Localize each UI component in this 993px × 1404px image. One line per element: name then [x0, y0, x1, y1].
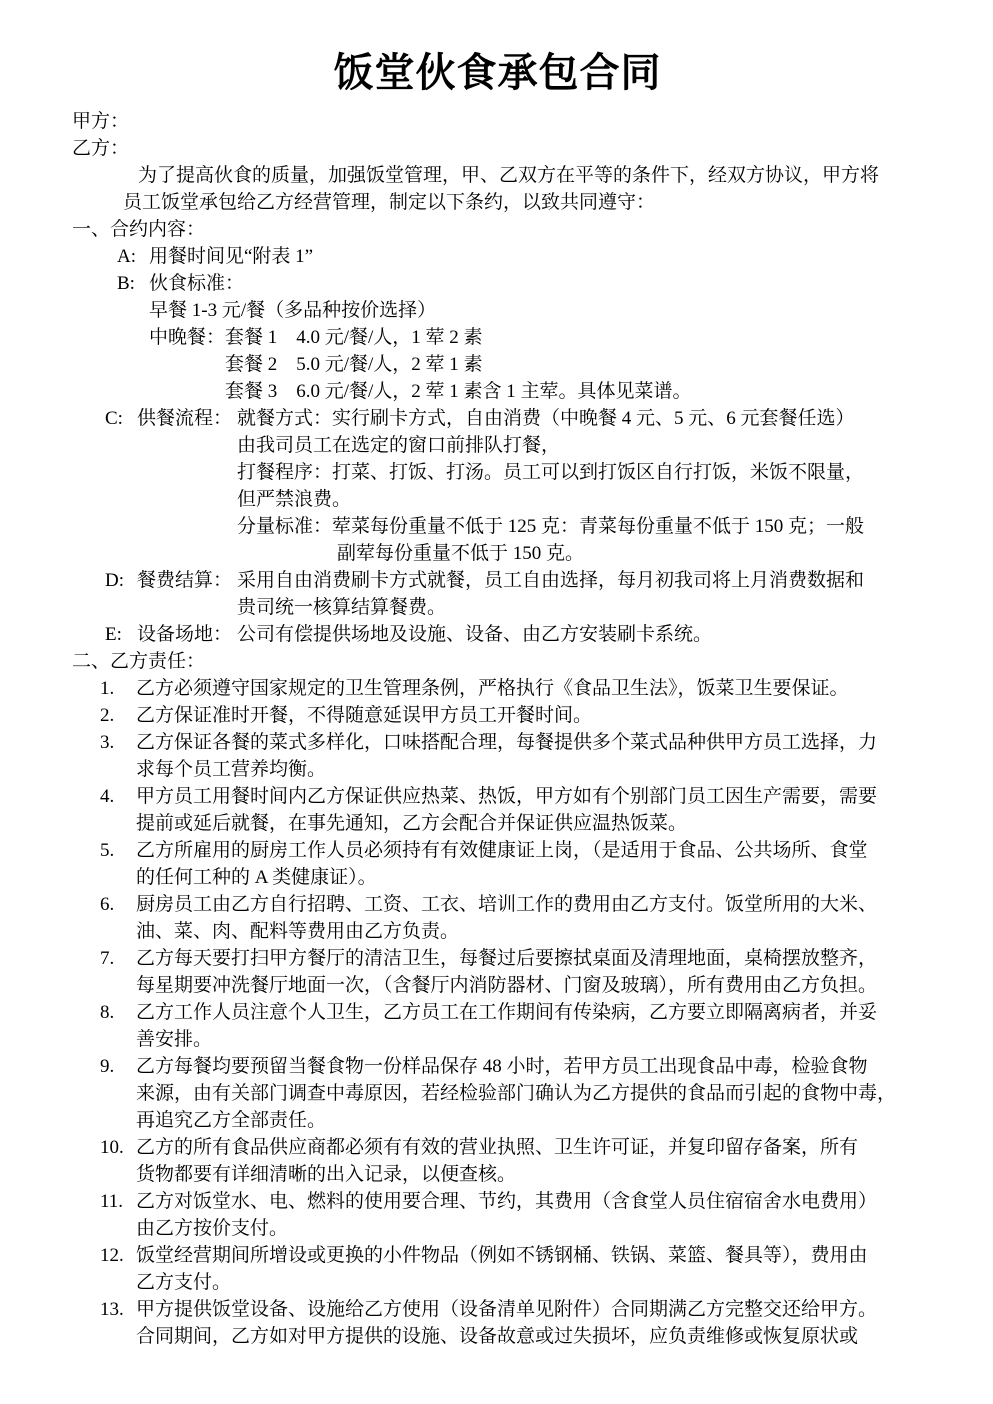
section-1-items-cde	[72, 405, 923, 648]
contract-line: 再追究乙方全部责任。	[136, 1110, 327, 1131]
clause-2	[100, 702, 923, 729]
clause-8	[100, 999, 923, 1053]
contract-line: 乙方对饭堂水、电、燃料的使用要合理、节约，其费用（含食堂人员住宿宿舍水电费用）	[136, 1191, 878, 1212]
item-d	[105, 567, 923, 621]
clause-13	[100, 1296, 923, 1350]
contract-line: 乙方每餐均要预留当餐食物一份样品保存 48 小时，若甲方员工出现食品中毒，检验食物	[136, 1056, 868, 1077]
clause-5	[100, 837, 923, 891]
section-1-items-ab	[72, 243, 923, 405]
section-2-heading: 二、乙方责任：	[72, 651, 206, 672]
contract-line: 每星期要冲洗餐厅地面一次，（含餐厅内消防器材、门窗及玻璃），所有费用由乙方负担。	[136, 975, 878, 996]
contract-line: 饭堂经营期间所增设或更换的小件物品（例如不锈钢桶、铁锅、菜篮、餐具等），费用由	[136, 1245, 868, 1266]
item-d-body	[237, 567, 923, 621]
item-e-body	[237, 621, 923, 648]
contract-line: 来源，由有关部门调查中毒原因，若经检验部门确认为乙方提供的食品而引起的食物中毒，	[136, 1083, 897, 1104]
contract-line: 甲方提供饭堂设备、设施给乙方使用（设备清单见附件）合同期满乙方完整交还给甲方。	[136, 1299, 878, 1320]
item-c-body	[237, 405, 923, 567]
clause-number: 6.	[100, 894, 115, 915]
item-d-label: D:	[105, 570, 124, 591]
contract-line: 乙方所雇用的厨房工作人员必须持有有效健康证上岗，（是适用于食品、公共场所、食堂	[136, 840, 868, 861]
combo-1: 套餐 1 4.0 元/餐/人，1 荤 2 素	[225, 327, 483, 348]
item-c	[105, 405, 923, 567]
clause-10	[100, 1134, 923, 1188]
contract-line: 乙方必须遵守国家规定的卫生管理条例，严格执行《食品卫生法》，饭菜卫生要保证。	[136, 678, 849, 699]
clause-number: 8.	[100, 1002, 115, 1023]
contract-line: 但严禁浪费。	[237, 489, 352, 510]
contract-line: 乙方工作人员注意个人卫生，乙方员工在工作期间有传染病，乙方要立即隔离病者，并妥	[136, 1002, 878, 1023]
item-c-title: 供餐流程：	[137, 408, 233, 429]
combo-3: 套餐 3 6.0 元/餐/人，2 荤 1 素含 1 主荤。具体见菜谱。	[225, 381, 692, 402]
item-c-label: C:	[105, 408, 123, 429]
contract-line: 乙方支付。	[136, 1272, 232, 1293]
clause-11	[100, 1188, 923, 1242]
contract-line: 采用自由消费刷卡方式就餐，员工自由选择，每月初我司将上月消费数据和	[237, 570, 865, 591]
clause-number: 7.	[100, 948, 115, 969]
item-b	[117, 270, 923, 297]
clause-number: 4.	[100, 786, 115, 807]
section-2-items	[72, 675, 923, 1350]
clause-number: 5.	[100, 840, 115, 861]
section-1-heading: 一、合约内容：	[72, 219, 206, 240]
item-b-label: B:	[117, 273, 135, 294]
document-title: 饭堂伙食承包合同	[333, 50, 662, 95]
clause-6	[100, 891, 923, 945]
clause-number: 1.	[100, 678, 115, 699]
breakfast-standard: 早餐 1-3 元/餐（多品种按价选择）	[149, 300, 437, 321]
item-a-label: A:	[117, 246, 136, 267]
clause-1	[100, 675, 923, 702]
contract-line: 厨房员工由乙方自行招聘、工资、工衣、培训工作的费用由乙方支付。饭堂所用的大米、	[136, 894, 878, 915]
contract-line: 乙方保证准时开餐，不得随意延误甲方员工开餐时间。	[136, 705, 593, 726]
contract-line: 打餐程序：打菜、打饭、打汤。员工可以到打饭区自行打饭，米饭不限量，	[237, 462, 865, 483]
clause-4	[100, 783, 923, 837]
intro-paragraph	[72, 162, 923, 216]
contract-line: 货物都要有详细清晰的出入记录，以便查核。	[136, 1164, 517, 1185]
contract-line: 乙方的所有食品供应商都必须有有效的营业执照、卫生许可证，并复印留存备案，所有	[136, 1137, 859, 1158]
contract-line: 合同期间，乙方如对甲方提供的设施、设备故意或过失损坏，应负责维修或恢复原状或	[136, 1326, 859, 1347]
lunch-dinner-label: 中晚餐：	[149, 327, 226, 348]
clause-number: 12.	[100, 1245, 124, 1266]
item-a	[117, 243, 923, 270]
intro-line: 为了提高伙食的质量，加强饭堂管理，甲、乙双方在平等的条件下，经双方协议，甲方将	[138, 165, 880, 186]
lunch-dinner-row	[149, 324, 923, 351]
item-e	[105, 621, 923, 648]
meal-standard-block	[117, 297, 923, 405]
contract-line: 的任何工种的 A 类健康证）。	[136, 867, 377, 888]
item-e-title: 设备场地：	[137, 624, 233, 645]
intro-line: 员工饭堂承包给乙方经营管理，制定以下条约，以致共同遵守：	[123, 192, 656, 213]
contract-line: 就餐方式：实行刷卡方式，自由消费（中晚餐 4 元、5 元、6 元套餐任选）	[237, 408, 855, 429]
contract-line: 求每个员工营养均衡。	[136, 759, 327, 780]
item-e-label: E:	[105, 624, 122, 645]
contract-line: 由乙方按价支付。	[136, 1218, 289, 1239]
clause-number: 13.	[100, 1299, 124, 1320]
contract-line: 公司有偿提供场地及设施、设备、由乙方安装刷卡系统。	[237, 624, 713, 645]
contract-line: 提前或延后就餐，在事先通知，乙方会配合并保证供应温热饭菜。	[136, 813, 688, 834]
clause-number: 11.	[100, 1191, 124, 1212]
party-a-label: 甲方：	[72, 111, 130, 132]
contract-line: 甲方员工用餐时间内乙方保证供应热菜、热饭，甲方如有个别部门员工因生产需要，需要	[136, 786, 878, 807]
contract-document	[0, 44, 993, 1350]
contract-line: 善安排。	[136, 1029, 213, 1050]
contract-line: 乙方每天要打扫甲方餐厅的清洁卫生，每餐过后要擦拭桌面及清理地面，桌椅摆放整齐，	[136, 948, 878, 969]
item-a-text: 用餐时间见“附表 1”	[149, 246, 314, 267]
contract-line: 副荤每份重量不低于 150 克。	[337, 543, 585, 564]
party-b-label: 乙方：	[72, 138, 130, 159]
clause-number: 9.	[100, 1056, 115, 1077]
contract-line: 贵司统一核算结算餐费。	[237, 597, 447, 618]
contract-line: 乙方保证各餐的菜式多样化，口味搭配合理，每餐提供多个菜式品种供甲方员工选择，力	[136, 732, 878, 753]
item-d-title: 餐费结算：	[137, 570, 233, 591]
contract-line: 分量标准：荤菜每份重量不低于 125 克：青菜每份重量不低于 150 克；一般	[237, 516, 865, 537]
item-b-title: 伙食标准：	[149, 273, 245, 294]
contract-line: 由我司员工在选定的窗口前排队打餐，	[237, 435, 561, 456]
clause-9	[100, 1053, 923, 1134]
clause-number: 10.	[100, 1137, 124, 1158]
clause-number: 2.	[100, 705, 115, 726]
clause-3	[100, 729, 923, 783]
clause-7	[100, 945, 923, 999]
combo-2: 套餐 2 5.0 元/餐/人，2 荤 1 素	[225, 354, 483, 375]
contract-line: 油、菜、肉、配料等费用由乙方负责。	[136, 921, 460, 942]
clause-number: 3.	[100, 732, 115, 753]
clause-12	[100, 1242, 923, 1296]
